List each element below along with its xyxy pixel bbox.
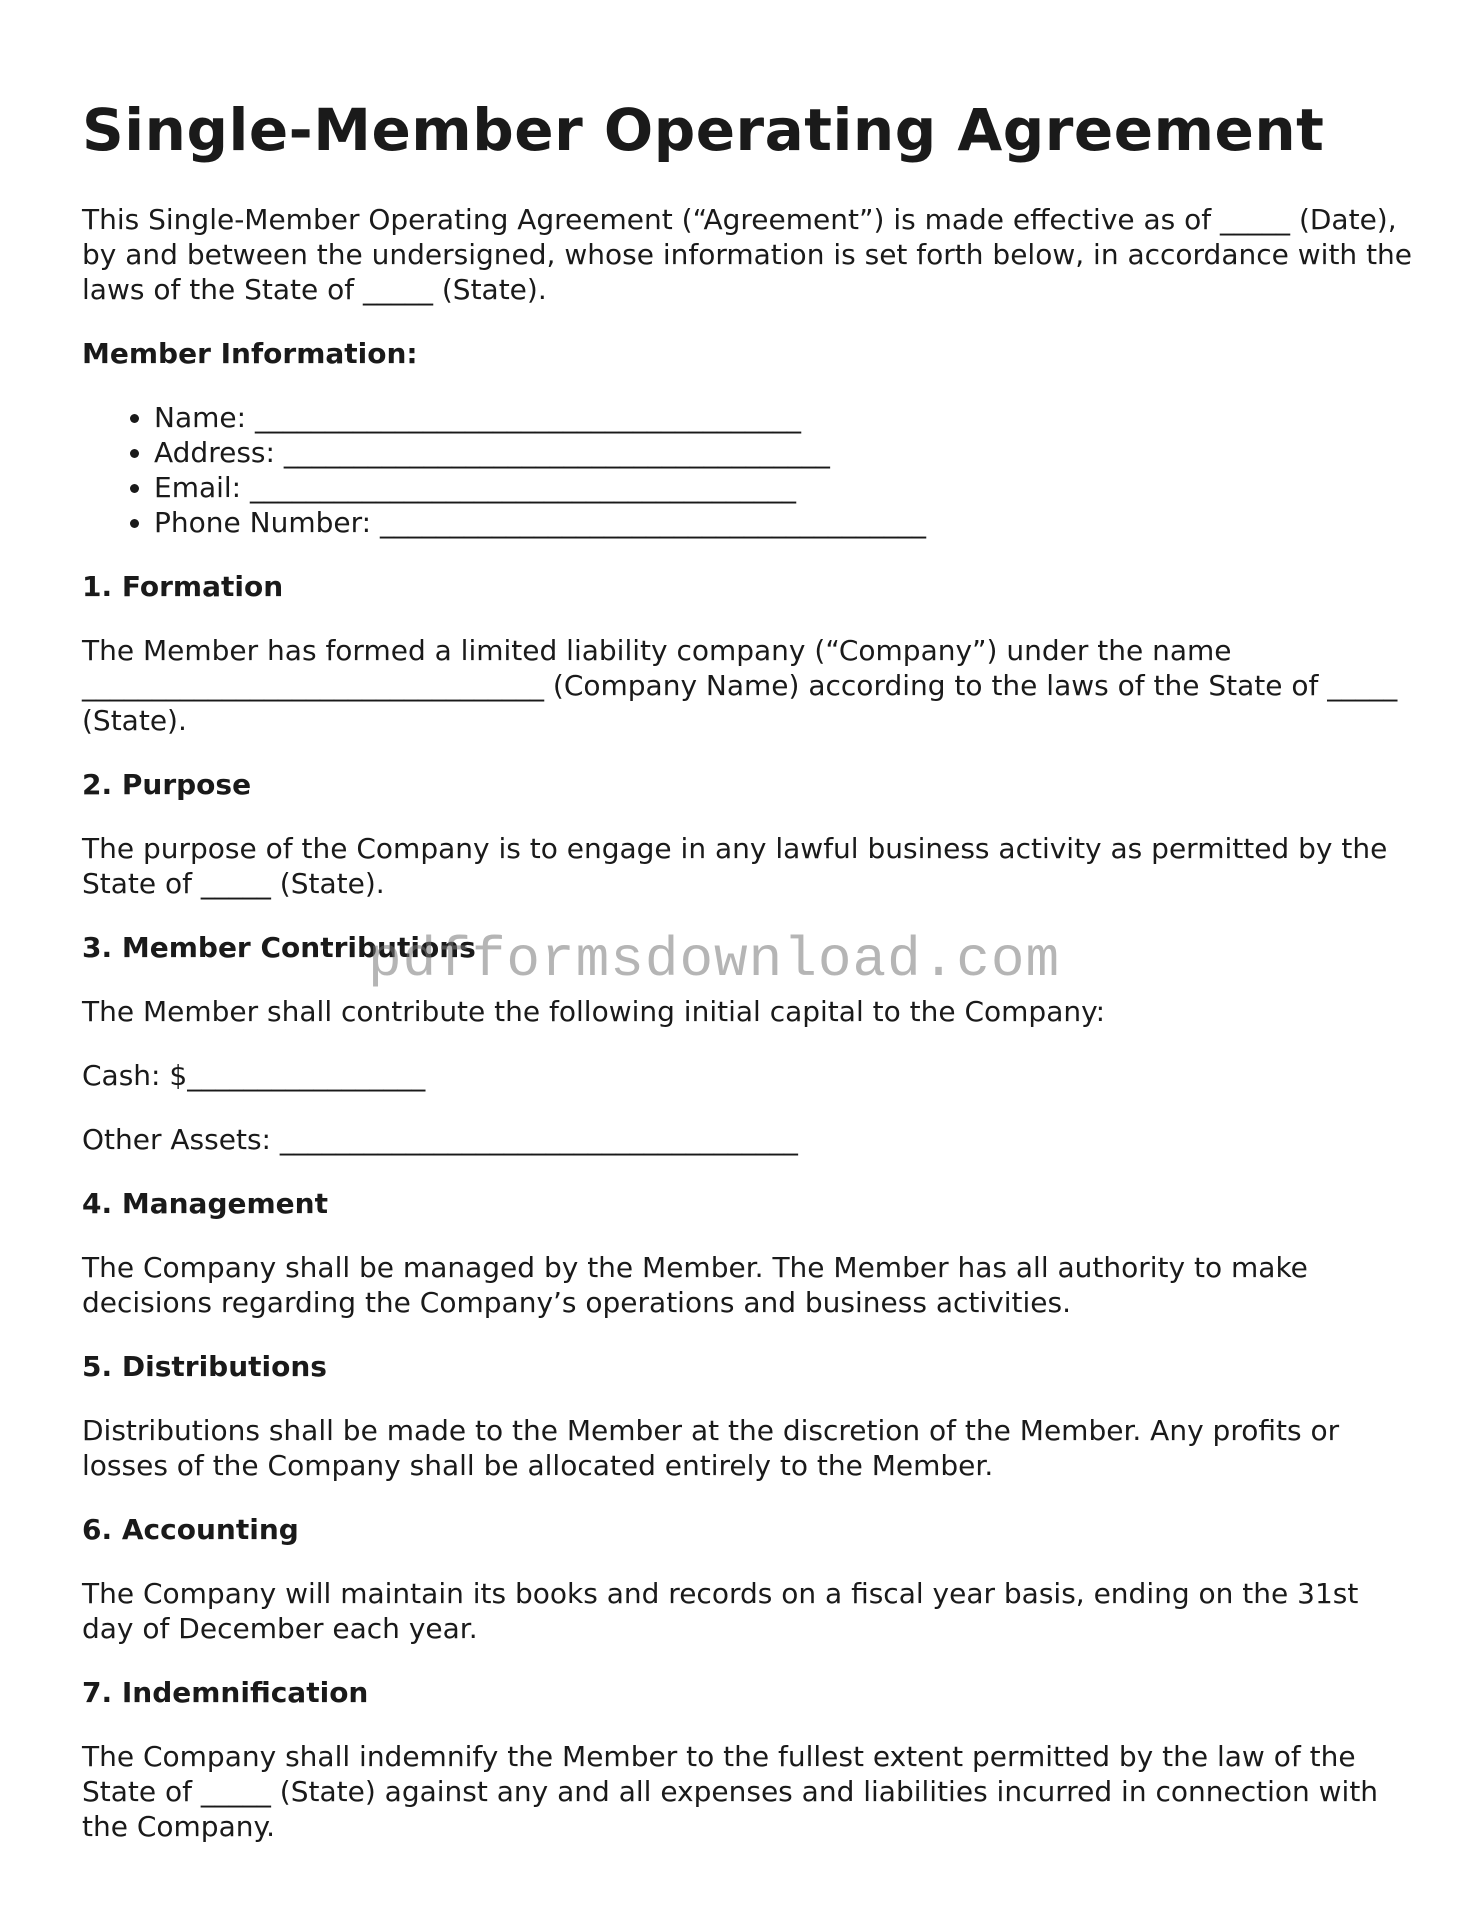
cash-field: Cash: $_________________ xyxy=(82,1058,426,1092)
document-title: Single-Member Operating Agreement xyxy=(82,96,1325,164)
distributions-heading: 5. Distributions xyxy=(82,1349,327,1383)
watermark: pdfformsdownload.com xyxy=(368,928,1061,992)
document-page xyxy=(82,96,1412,1873)
management-heading: 4. Management xyxy=(82,1186,328,1220)
management-body: The Company shall be managed by the Member. The Member has all authority to make decisions regarding the Company’s operations and business activities. xyxy=(82,1250,1308,1319)
contributions-body: The Member shall contribute the following initial capital to the Company: xyxy=(82,994,1106,1028)
member-email-field: • Email: _______________________________________ xyxy=(154,470,1412,505)
member-name-field: • Name: _______________________________________ xyxy=(154,400,1412,435)
member-info-heading: Member Information: xyxy=(82,336,418,370)
member-phone-field: • Phone Number: _______________________________________ xyxy=(154,505,1412,540)
contributions-heading: 3. Member Contributions xyxy=(82,930,476,964)
indemnification-heading: 7. Indemnification xyxy=(82,1675,369,1709)
indemnification-body: The Company shall indemnify the Member to the fullest extent permitted by the law of the State of _____ (State) against any and all expenses and liabilities incurred in connection with the Company. xyxy=(82,1739,1379,1843)
member-address-field: • Address: _______________________________________ xyxy=(154,435,1412,470)
formation-heading: 1. Formation xyxy=(82,569,284,603)
other-assets-field: Other Assets: _____________________________________ xyxy=(82,1122,798,1156)
accounting-body: The Company will maintain its books and records on a fiscal year basis, ending on the 31st day of December each year. xyxy=(82,1576,1359,1645)
accounting-heading: 6. Accounting xyxy=(82,1512,299,1546)
purpose-body: The purpose of the Company is to engage in any lawful business activity as permitted by the State of _____ (State). xyxy=(82,831,1388,900)
member-info-list xyxy=(82,400,1412,540)
formation-body: The Member has formed a limited liability company (“Company”) under the name _________________________________ (Company Name) according to the laws of the State of _____ (State). xyxy=(82,633,1398,737)
intro-paragraph: This Single-Member Operating Agreement (“Agreement”) is made effective as of _____ (Date), by and between the undersigned, whose information is set forth below, in accordance with the laws of the State of _____ (State). xyxy=(82,202,1413,306)
purpose-heading: 2. Purpose xyxy=(82,767,252,801)
distributions-body: Distributions shall be made to the Member at the discretion of the Member. Any profits or losses of the Company shall be allocated entirely to the Member. xyxy=(82,1413,1340,1482)
